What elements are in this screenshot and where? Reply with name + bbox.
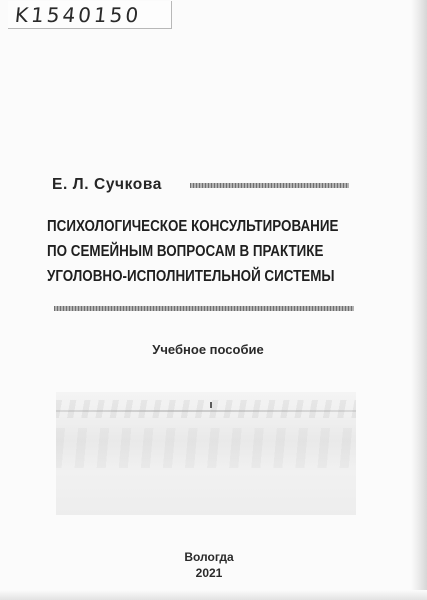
book-subtitle: Учебное пособие bbox=[152, 342, 264, 357]
cover-landscape-image bbox=[56, 392, 356, 515]
publication-year: 2021 bbox=[195, 566, 223, 580]
publication-city: Вологда bbox=[184, 550, 234, 564]
distant-figure bbox=[210, 402, 212, 408]
inventory-stamp bbox=[8, 1, 172, 29]
horizon-line bbox=[56, 410, 356, 412]
book-title bbox=[47, 214, 339, 289]
title-line-2: ПО СЕМЕЙНЫМ ВОПРОСАМ В ПРАКТИКЕ bbox=[47, 243, 324, 260]
title-line-3: УГОЛОВНО-ИСПОЛНИТЕЛЬНОЙ СИСТЕМЫ bbox=[47, 268, 335, 285]
inventory-number: K1540150 bbox=[13, 3, 143, 27]
decorative-rule-middle bbox=[54, 306, 354, 311]
decorative-rule-top bbox=[190, 183, 349, 188]
page-edge-shadow bbox=[411, 0, 427, 600]
page-bottom-shadow bbox=[0, 590, 427, 600]
author-name: Е. Л. Сучкова bbox=[52, 176, 163, 193]
title-line-1: ПСИХОЛОГИЧЕСКОЕ КОНСУЛЬТИРОВАНИЕ bbox=[47, 218, 339, 235]
publication-info bbox=[0, 549, 418, 581]
